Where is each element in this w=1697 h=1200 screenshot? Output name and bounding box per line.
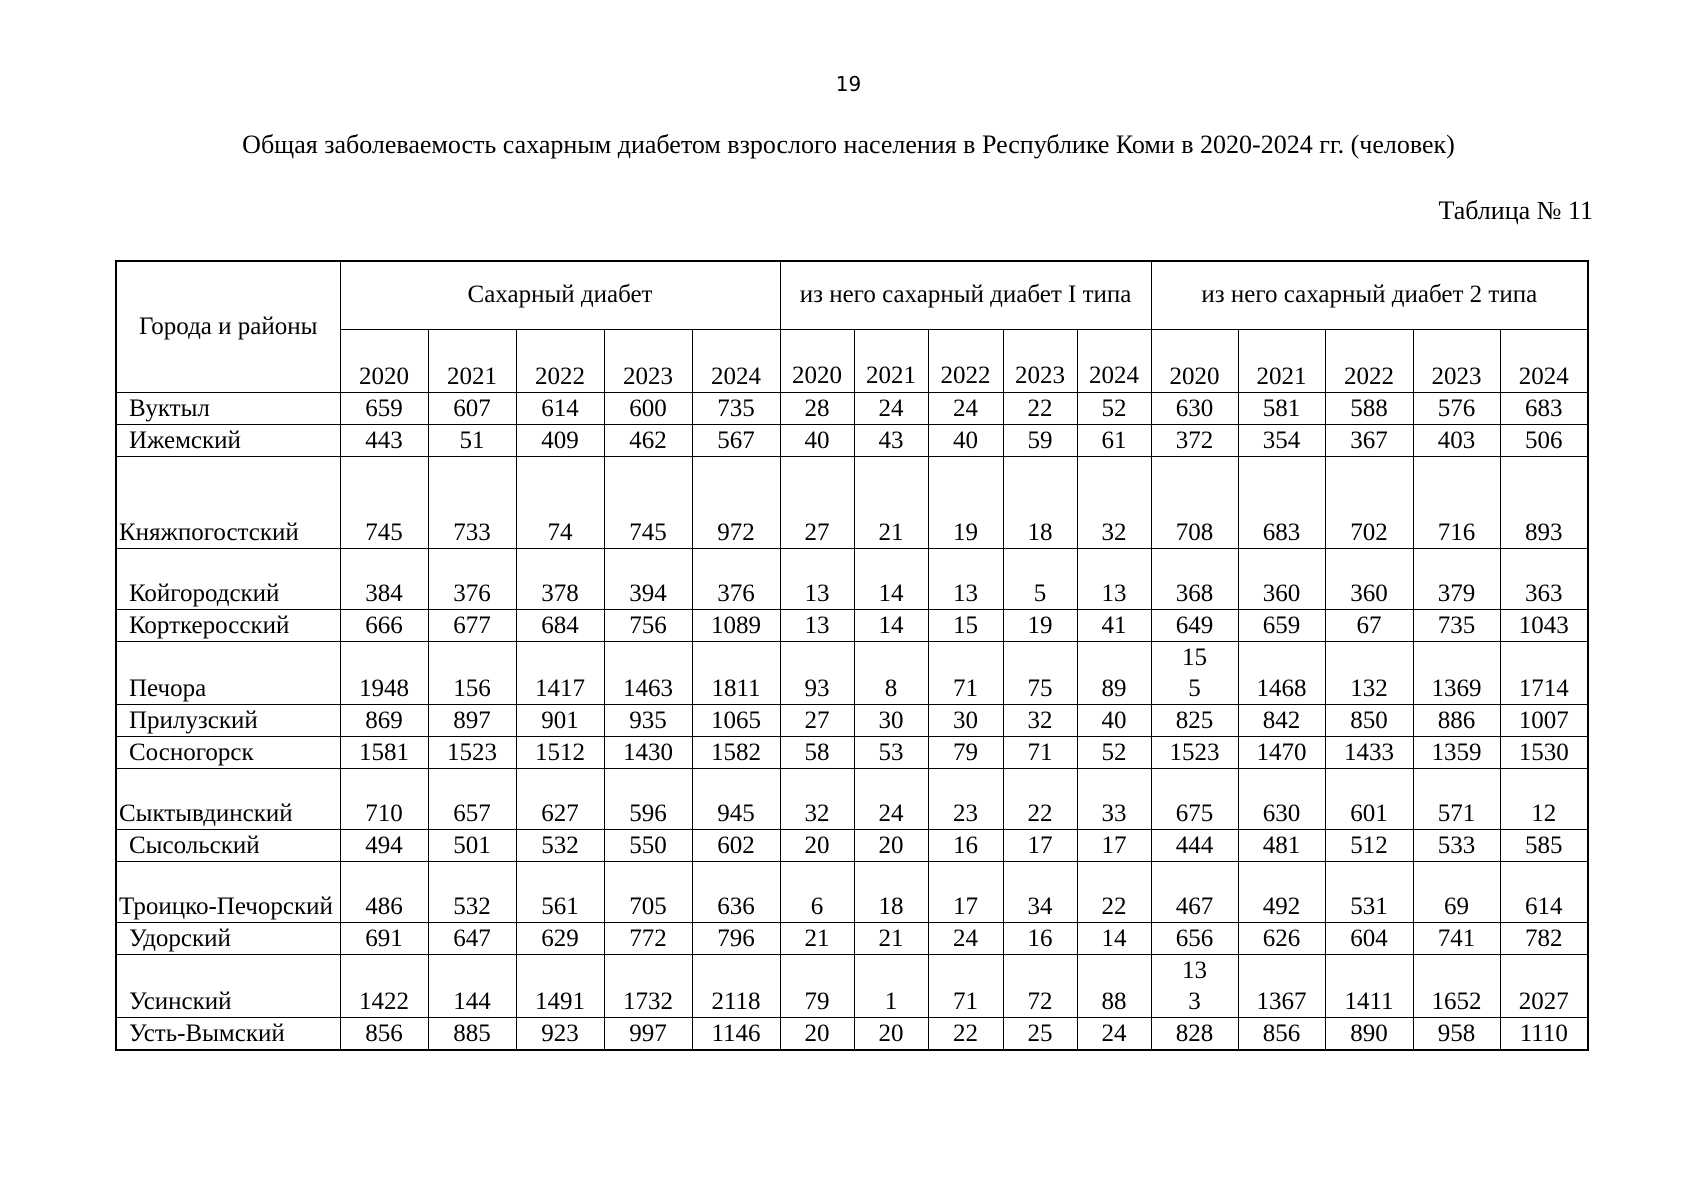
cell-t1: 71 — [928, 954, 1003, 1017]
cell-t1: 30 — [928, 704, 1003, 736]
diabetes-table — [115, 260, 1589, 1051]
table-row — [116, 704, 1588, 736]
cell-t1: 13 — [780, 609, 854, 641]
cell-t2: 403 — [1413, 424, 1500, 456]
year-header-t1: 2022 — [928, 329, 1003, 392]
cell-t1: 21 — [854, 922, 928, 954]
cell-t1: 71 — [1003, 736, 1077, 768]
cell-sd: 897 — [428, 704, 516, 736]
cell-sd: 1523 — [428, 736, 516, 768]
cell-t1: 27 — [780, 456, 854, 548]
cell-t2: 782 — [1500, 922, 1588, 954]
cell-t1: 23 — [928, 768, 1003, 829]
cell-t2: 1043 — [1500, 609, 1588, 641]
cell-t1: 14 — [854, 548, 928, 609]
year-header-t2: 2020 — [1151, 329, 1238, 392]
cell-sd: 666 — [340, 609, 428, 641]
cell-t1: 33 — [1077, 768, 1151, 829]
table-row — [116, 829, 1588, 861]
cell-t1: 13 — [928, 548, 1003, 609]
cell-t2: 571 — [1413, 768, 1500, 829]
cell-t2: 363 — [1500, 548, 1588, 609]
cell-t2: 842 — [1238, 704, 1325, 736]
cell-t1: 24 — [928, 392, 1003, 424]
year-header-t1: 2024 — [1077, 329, 1151, 392]
cell-t2: 614 — [1500, 861, 1588, 922]
cell-sd: 869 — [340, 704, 428, 736]
cell-t1: 71 — [928, 641, 1003, 704]
cell-t2: 2027 — [1500, 954, 1588, 1017]
cell-t1: 24 — [928, 922, 1003, 954]
cell-sd: 376 — [692, 548, 780, 609]
cell-t2: 585 — [1500, 829, 1588, 861]
cell-sd: 1582 — [692, 736, 780, 768]
group-header-type1: из него сахарный диабет I типа — [780, 261, 1151, 329]
cell-t2: 132 — [1325, 641, 1413, 704]
cell-t1: 24 — [854, 768, 928, 829]
cell-sd: 710 — [340, 768, 428, 829]
page-title: Общая заболеваемость сахарным диабетом взрослого населения в Республике Коми в 2020-2024 гг. (человек) — [242, 130, 1455, 159]
cell-t1: 21 — [854, 456, 928, 548]
cell-t1: 61 — [1077, 424, 1151, 456]
cell-sd: 691 — [340, 922, 428, 954]
table-row — [116, 609, 1588, 641]
cell-t1: 25 — [1003, 1017, 1077, 1050]
cell-t1: 24 — [1077, 1017, 1151, 1050]
cell-t2: 368 — [1151, 548, 1238, 609]
cell-t1: 15 — [928, 609, 1003, 641]
row-name: Усть-Вымский — [116, 1017, 340, 1050]
cell-t1: 58 — [780, 736, 854, 768]
year-header-t2: 2024 — [1500, 329, 1588, 392]
cell-t2: 683 — [1238, 456, 1325, 548]
cell-t1: 75 — [1003, 641, 1077, 704]
table-row — [116, 954, 1588, 1017]
cell-sd: 901 — [516, 704, 604, 736]
cell-t1: 14 — [854, 609, 928, 641]
cell-t1: 34 — [1003, 861, 1077, 922]
cell-t1: 41 — [1077, 609, 1151, 641]
row-name: Усинский — [116, 954, 340, 1017]
cell-sd: 74 — [516, 456, 604, 548]
year-header-sd: 2024 — [692, 329, 780, 392]
cell-t2: 893 — [1500, 456, 1588, 548]
cell-t2: 12 — [1500, 768, 1588, 829]
cell-sd: 409 — [516, 424, 604, 456]
cell-t1: 32 — [780, 768, 854, 829]
cell-t2: 825 — [1151, 704, 1238, 736]
row-name: Сыктывдинский — [116, 768, 340, 829]
table-row — [116, 548, 1588, 609]
cell-sd: 1422 — [340, 954, 428, 1017]
cell-t1: 40 — [928, 424, 1003, 456]
cell-sd: 596 — [604, 768, 692, 829]
cell-t2: 533 — [1413, 829, 1500, 861]
cell-sd: 1463 — [604, 641, 692, 704]
cell-sd: 856 — [340, 1017, 428, 1050]
cell-t1: 13 — [780, 548, 854, 609]
cell-sd: 636 — [692, 861, 780, 922]
row-name: Вуктыл — [116, 392, 340, 424]
cell-sd: 745 — [604, 456, 692, 548]
cell-sd: 972 — [692, 456, 780, 548]
cell-t2: 67 — [1325, 609, 1413, 641]
cell-t1: 27 — [780, 704, 854, 736]
cell-t1: 93 — [780, 641, 854, 704]
cell-sd: 1732 — [604, 954, 692, 1017]
cell-t2: 675 — [1151, 768, 1238, 829]
cell-t1: 16 — [1003, 922, 1077, 954]
table-row — [116, 424, 1588, 456]
cell-t2: 890 — [1325, 1017, 1413, 1050]
row-name: Сосногорск — [116, 736, 340, 768]
year-header-sd: 2020 — [340, 329, 428, 392]
year-header-sd: 2021 — [428, 329, 516, 392]
year-header-sd: 2023 — [604, 329, 692, 392]
cell-sd: 1581 — [340, 736, 428, 768]
year-header-t2: 2022 — [1325, 329, 1413, 392]
cell-sd: 1491 — [516, 954, 604, 1017]
row-name: Печора — [116, 641, 340, 704]
cell-t1: 17 — [1077, 829, 1151, 861]
cell-t1: 17 — [1003, 829, 1077, 861]
year-header-t2: 2023 — [1413, 329, 1500, 392]
cell-t2: 716 — [1413, 456, 1500, 548]
cell-t2: 702 — [1325, 456, 1413, 548]
cell-t1: 40 — [1077, 704, 1151, 736]
cell-t1: 88 — [1077, 954, 1151, 1017]
cell-t1: 14 — [1077, 922, 1151, 954]
cell-t2: 683 — [1500, 392, 1588, 424]
cell-sd: 659 — [340, 392, 428, 424]
cell-t1: 1 — [854, 954, 928, 1017]
cell-t1: 72 — [1003, 954, 1077, 1017]
cell-t1: 32 — [1077, 456, 1151, 548]
cell-sd: 443 — [340, 424, 428, 456]
cell-t1: 53 — [854, 736, 928, 768]
cell-sd: 144 — [428, 954, 516, 1017]
cell-sd: 677 — [428, 609, 516, 641]
cell-t1: 20 — [854, 829, 928, 861]
cell-sd: 935 — [604, 704, 692, 736]
cell-sd: 494 — [340, 829, 428, 861]
row-name: Ижемский — [116, 424, 340, 456]
table-number: Таблица № 11 — [1438, 196, 1593, 225]
row-name: Удорский — [116, 922, 340, 954]
cell-t1: 52 — [1077, 392, 1151, 424]
cell-t1: 19 — [1003, 609, 1077, 641]
cell-t2: 576 — [1413, 392, 1500, 424]
cell-t2: 155 — [1151, 641, 1238, 704]
year-header-t1: 2023 — [1003, 329, 1077, 392]
cell-t2: 958 — [1413, 1017, 1500, 1050]
cell-t2: 1367 — [1238, 954, 1325, 1017]
cell-sd: 567 — [692, 424, 780, 456]
cell-t2: 850 — [1325, 704, 1413, 736]
cell-t2: 69 — [1413, 861, 1500, 922]
table-row — [116, 861, 1588, 922]
cell-t2: 630 — [1151, 392, 1238, 424]
cell-sd: 501 — [428, 829, 516, 861]
cell-sd: 684 — [516, 609, 604, 641]
cell-t2: 1470 — [1238, 736, 1325, 768]
cell-t1: 20 — [854, 1017, 928, 1050]
cell-t2: 1714 — [1500, 641, 1588, 704]
cell-t2: 626 — [1238, 922, 1325, 954]
cell-t1: 59 — [1003, 424, 1077, 456]
cell-t1: 16 — [928, 829, 1003, 861]
cell-t2: 828 — [1151, 1017, 1238, 1050]
cell-sd: 156 — [428, 641, 516, 704]
cell-t2: 656 — [1151, 922, 1238, 954]
cell-t2: 856 — [1238, 1017, 1325, 1050]
cell-sd: 796 — [692, 922, 780, 954]
cell-t2: 481 — [1238, 829, 1325, 861]
cell-t2: 1433 — [1325, 736, 1413, 768]
cell-sd: 772 — [604, 922, 692, 954]
cell-t1: 52 — [1077, 736, 1151, 768]
cell-sd: 629 — [516, 922, 604, 954]
cell-sd: 647 — [428, 922, 516, 954]
cell-t1: 22 — [1077, 861, 1151, 922]
cell-sd: 462 — [604, 424, 692, 456]
cell-sd: 550 — [604, 829, 692, 861]
group-header-type2: из него сахарный диабет 2 типа — [1151, 261, 1588, 329]
corner-header: Города и районы — [116, 261, 340, 392]
cell-sd: 1512 — [516, 736, 604, 768]
cell-t2: 886 — [1413, 704, 1500, 736]
cell-t1: 19 — [928, 456, 1003, 548]
cell-sd: 627 — [516, 768, 604, 829]
cell-t2: 588 — [1325, 392, 1413, 424]
cell-t2: 1411 — [1325, 954, 1413, 1017]
cell-t1: 20 — [780, 1017, 854, 1050]
cell-t1: 17 — [928, 861, 1003, 922]
cell-t1: 18 — [1003, 456, 1077, 548]
cell-t1: 40 — [780, 424, 854, 456]
cell-t2: 741 — [1413, 922, 1500, 954]
cell-sd: 532 — [428, 861, 516, 922]
cell-sd: 1089 — [692, 609, 780, 641]
cell-sd: 486 — [340, 861, 428, 922]
cell-sd: 997 — [604, 1017, 692, 1050]
cell-t2: 1369 — [1413, 641, 1500, 704]
cell-t2: 1652 — [1413, 954, 1500, 1017]
cell-t2: 379 — [1413, 548, 1500, 609]
cell-t1: 13 — [1077, 548, 1151, 609]
cell-sd: 602 — [692, 829, 780, 861]
cell-sd: 384 — [340, 548, 428, 609]
cell-t2: 601 — [1325, 768, 1413, 829]
cell-t2: 360 — [1238, 548, 1325, 609]
cell-sd: 532 — [516, 829, 604, 861]
table-row — [116, 641, 1588, 704]
row-name: Прилузский — [116, 704, 340, 736]
cell-sd: 735 — [692, 392, 780, 424]
cell-t2: 604 — [1325, 922, 1413, 954]
year-header-sd: 2022 — [516, 329, 604, 392]
cell-sd: 1948 — [340, 641, 428, 704]
year-header-t1: 2021 — [854, 329, 928, 392]
cell-sd: 1430 — [604, 736, 692, 768]
cell-t1: 30 — [854, 704, 928, 736]
cell-sd: 923 — [516, 1017, 604, 1050]
cell-t2: 659 — [1238, 609, 1325, 641]
cell-sd: 705 — [604, 861, 692, 922]
cell-t1: 21 — [780, 922, 854, 954]
cell-t2: 1530 — [1500, 736, 1588, 768]
cell-t2: 444 — [1151, 829, 1238, 861]
cell-t2: 372 — [1151, 424, 1238, 456]
row-name: Сысольский — [116, 829, 340, 861]
cell-t2: 581 — [1238, 392, 1325, 424]
cell-sd: 376 — [428, 548, 516, 609]
cell-sd: 885 — [428, 1017, 516, 1050]
year-header-t1: 2020 — [780, 329, 854, 392]
cell-t2: 360 — [1325, 548, 1413, 609]
year-header-t2: 2021 — [1238, 329, 1325, 392]
cell-t2: 1468 — [1238, 641, 1325, 704]
cell-t2: 512 — [1325, 829, 1413, 861]
cell-sd: 733 — [428, 456, 516, 548]
cell-t1: 6 — [780, 861, 854, 922]
cell-t2: 133 — [1151, 954, 1238, 1017]
cell-sd: 51 — [428, 424, 516, 456]
group-header-diabetes: Сахарный диабет — [340, 261, 780, 329]
cell-t2: 1523 — [1151, 736, 1238, 768]
cell-t2: 492 — [1238, 861, 1325, 922]
cell-sd: 607 — [428, 392, 516, 424]
cell-t1: 28 — [780, 392, 854, 424]
cell-sd: 600 — [604, 392, 692, 424]
cell-sd: 657 — [428, 768, 516, 829]
cell-t2: 649 — [1151, 609, 1238, 641]
cell-t1: 22 — [928, 1017, 1003, 1050]
cell-t2: 354 — [1238, 424, 1325, 456]
table-row — [116, 392, 1588, 424]
cell-sd: 1146 — [692, 1017, 780, 1050]
cell-t2: 1359 — [1413, 736, 1500, 768]
table-row — [116, 922, 1588, 954]
table-row — [116, 736, 1588, 768]
cell-t2: 367 — [1325, 424, 1413, 456]
row-name: Княжпогостский — [116, 456, 340, 548]
cell-sd: 945 — [692, 768, 780, 829]
cell-sd: 1417 — [516, 641, 604, 704]
cell-t1: 22 — [1003, 392, 1077, 424]
cell-sd: 1065 — [692, 704, 780, 736]
cell-t2: 506 — [1500, 424, 1588, 456]
row-name: Троицко-Печорский — [116, 861, 340, 922]
cell-t2: 1007 — [1500, 704, 1588, 736]
cell-t1: 8 — [854, 641, 928, 704]
cell-t1: 22 — [1003, 768, 1077, 829]
cell-t2: 630 — [1238, 768, 1325, 829]
cell-t1: 32 — [1003, 704, 1077, 736]
table-row — [116, 1017, 1588, 1050]
table-row — [116, 456, 1588, 548]
page-number: 19 — [835, 72, 862, 96]
cell-t2: 735 — [1413, 609, 1500, 641]
cell-t2: 531 — [1325, 861, 1413, 922]
cell-t1: 18 — [854, 861, 928, 922]
cell-sd: 378 — [516, 548, 604, 609]
row-name: Койгородский — [116, 548, 340, 609]
table-row — [116, 768, 1588, 829]
cell-t1: 43 — [854, 424, 928, 456]
cell-sd: 614 — [516, 392, 604, 424]
cell-t1: 89 — [1077, 641, 1151, 704]
cell-t2: 1110 — [1500, 1017, 1588, 1050]
cell-sd: 394 — [604, 548, 692, 609]
cell-t2: 708 — [1151, 456, 1238, 548]
cell-sd: 2118 — [692, 954, 780, 1017]
cell-t1: 79 — [780, 954, 854, 1017]
cell-t1: 24 — [854, 392, 928, 424]
cell-t2: 467 — [1151, 861, 1238, 922]
cell-sd: 756 — [604, 609, 692, 641]
cell-sd: 745 — [340, 456, 428, 548]
cell-sd: 561 — [516, 861, 604, 922]
cell-t1: 5 — [1003, 548, 1077, 609]
row-name: Корткеросский — [116, 609, 340, 641]
cell-t1: 20 — [780, 829, 854, 861]
cell-sd: 1811 — [692, 641, 780, 704]
cell-t1: 79 — [928, 736, 1003, 768]
